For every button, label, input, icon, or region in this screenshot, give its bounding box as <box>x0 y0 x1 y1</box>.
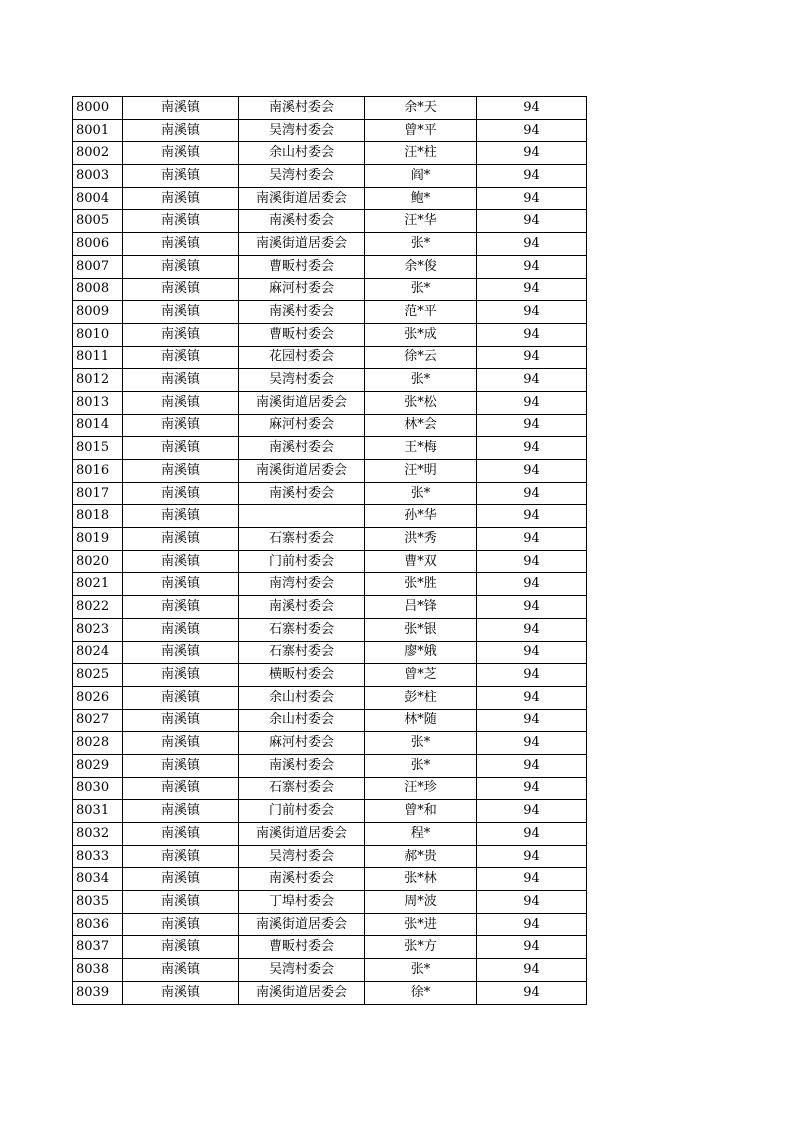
cell-village: 横畈村委会 <box>239 664 365 687</box>
cell-name: 鲍* <box>365 187 477 210</box>
cell-score: 94 <box>477 641 587 664</box>
cell-village: 南溪街道居委会 <box>239 981 365 1004</box>
cell-village: 门前村委会 <box>239 550 365 573</box>
cell-score: 94 <box>477 981 587 1004</box>
cell-id: 8006 <box>73 233 123 256</box>
cell-score: 94 <box>477 437 587 460</box>
cell-village: 花园村委会 <box>239 346 365 369</box>
cell-score: 94 <box>477 732 587 755</box>
cell-score: 94 <box>477 959 587 982</box>
cell-id: 8038 <box>73 959 123 982</box>
cell-village: 南溪街道居委会 <box>239 233 365 256</box>
cell-village: 吴湾村委会 <box>239 369 365 392</box>
table-row <box>73 936 587 959</box>
table-row <box>73 868 587 891</box>
cell-village: 曹畈村委会 <box>239 323 365 346</box>
cell-name: 程* <box>365 823 477 846</box>
cell-id: 8027 <box>73 709 123 732</box>
cell-town: 南溪镇 <box>123 346 239 369</box>
cell-id: 8018 <box>73 505 123 528</box>
cell-score: 94 <box>477 391 587 414</box>
cell-name: 张* <box>365 233 477 256</box>
cell-village: 吴湾村委会 <box>239 845 365 868</box>
table-row <box>73 686 587 709</box>
cell-town: 南溪镇 <box>123 823 239 846</box>
cell-score: 94 <box>477 596 587 619</box>
table-row <box>73 482 587 505</box>
cell-id: 8014 <box>73 414 123 437</box>
cell-id: 8009 <box>73 301 123 324</box>
cell-village: 南溪街道居委会 <box>239 460 365 483</box>
cell-name: 林*随 <box>365 709 477 732</box>
cell-score: 94 <box>477 165 587 188</box>
cell-town: 南溪镇 <box>123 686 239 709</box>
cell-town: 南溪镇 <box>123 255 239 278</box>
table-row <box>73 777 587 800</box>
table-row <box>73 301 587 324</box>
cell-id: 8019 <box>73 528 123 551</box>
cell-score: 94 <box>477 482 587 505</box>
table-row <box>73 845 587 868</box>
cell-score: 94 <box>477 709 587 732</box>
table-row <box>73 165 587 188</box>
cell-name: 汪*明 <box>365 460 477 483</box>
cell-id: 8003 <box>73 165 123 188</box>
cell-score: 94 <box>477 369 587 392</box>
cell-name: 张* <box>365 369 477 392</box>
cell-town: 南溪镇 <box>123 891 239 914</box>
cell-id: 8024 <box>73 641 123 664</box>
cell-name: 曾*和 <box>365 800 477 823</box>
cell-village <box>239 505 365 528</box>
cell-score: 94 <box>477 777 587 800</box>
cell-village: 南溪村委会 <box>239 868 365 891</box>
table-row <box>73 323 587 346</box>
cell-town: 南溪镇 <box>123 573 239 596</box>
cell-score: 94 <box>477 573 587 596</box>
cell-name: 范*平 <box>365 301 477 324</box>
cell-village: 南溪村委会 <box>239 210 365 233</box>
cell-id: 8020 <box>73 550 123 573</box>
cell-id: 8025 <box>73 664 123 687</box>
cell-name: 吕*锋 <box>365 596 477 619</box>
cell-id: 8028 <box>73 732 123 755</box>
cell-score: 94 <box>477 845 587 868</box>
cell-name: 曹*双 <box>365 550 477 573</box>
table-row <box>73 754 587 777</box>
cell-score: 94 <box>477 414 587 437</box>
table-row <box>73 97 587 120</box>
cell-id: 8004 <box>73 187 123 210</box>
cell-town: 南溪镇 <box>123 868 239 891</box>
cell-score: 94 <box>477 936 587 959</box>
cell-village: 南溪街道居委会 <box>239 391 365 414</box>
table-row <box>73 391 587 414</box>
cell-name: 郝*贵 <box>365 845 477 868</box>
cell-id: 8032 <box>73 823 123 846</box>
cell-village: 吴湾村委会 <box>239 119 365 142</box>
table-row <box>73 664 587 687</box>
cell-village: 南溪村委会 <box>239 97 365 120</box>
cell-village: 余山村委会 <box>239 709 365 732</box>
cell-village: 麻河村委会 <box>239 414 365 437</box>
cell-name: 张*进 <box>365 913 477 936</box>
cell-town: 南溪镇 <box>123 142 239 165</box>
table-row <box>73 981 587 1004</box>
cell-id: 8033 <box>73 845 123 868</box>
cell-town: 南溪镇 <box>123 596 239 619</box>
cell-town: 南溪镇 <box>123 777 239 800</box>
table-row <box>73 891 587 914</box>
table-row <box>73 913 587 936</box>
cell-village: 石寨村委会 <box>239 641 365 664</box>
cell-score: 94 <box>477 505 587 528</box>
table-row <box>73 346 587 369</box>
cell-score: 94 <box>477 686 587 709</box>
cell-id: 8036 <box>73 913 123 936</box>
table-row <box>73 187 587 210</box>
cell-town: 南溪镇 <box>123 936 239 959</box>
cell-town: 南溪镇 <box>123 664 239 687</box>
cell-id: 8030 <box>73 777 123 800</box>
table-row <box>73 142 587 165</box>
cell-town: 南溪镇 <box>123 187 239 210</box>
cell-score: 94 <box>477 618 587 641</box>
cell-score: 94 <box>477 210 587 233</box>
cell-name: 孙*华 <box>365 505 477 528</box>
cell-name: 洪*秀 <box>365 528 477 551</box>
cell-town: 南溪镇 <box>123 323 239 346</box>
cell-score: 94 <box>477 97 587 120</box>
cell-score: 94 <box>477 664 587 687</box>
cell-town: 南溪镇 <box>123 119 239 142</box>
table-row <box>73 437 587 460</box>
table-row <box>73 959 587 982</box>
table-row <box>73 596 587 619</box>
table-row <box>73 210 587 233</box>
table-row <box>73 823 587 846</box>
cell-score: 94 <box>477 346 587 369</box>
table-row <box>73 709 587 732</box>
cell-town: 南溪镇 <box>123 754 239 777</box>
cell-name: 张*方 <box>365 936 477 959</box>
data-table <box>72 96 587 1005</box>
cell-id: 8017 <box>73 482 123 505</box>
cell-id: 8022 <box>73 596 123 619</box>
cell-score: 94 <box>477 460 587 483</box>
cell-score: 94 <box>477 255 587 278</box>
cell-id: 8005 <box>73 210 123 233</box>
cell-id: 8012 <box>73 369 123 392</box>
cell-village: 丁埠村委会 <box>239 891 365 914</box>
cell-id: 8010 <box>73 323 123 346</box>
cell-score: 94 <box>477 913 587 936</box>
cell-name: 张* <box>365 754 477 777</box>
cell-village: 南溪村委会 <box>239 437 365 460</box>
cell-village: 南溪街道居委会 <box>239 913 365 936</box>
cell-village: 南湾村委会 <box>239 573 365 596</box>
table-row <box>73 573 587 596</box>
cell-id: 8011 <box>73 346 123 369</box>
cell-village: 余山村委会 <box>239 686 365 709</box>
cell-score: 94 <box>477 323 587 346</box>
cell-name: 彭*柱 <box>365 686 477 709</box>
cell-village: 麻河村委会 <box>239 732 365 755</box>
cell-id: 8034 <box>73 868 123 891</box>
cell-village: 吴湾村委会 <box>239 959 365 982</box>
cell-id: 8001 <box>73 119 123 142</box>
cell-id: 8029 <box>73 754 123 777</box>
cell-village: 麻河村委会 <box>239 278 365 301</box>
cell-name: 廖*娥 <box>365 641 477 664</box>
cell-score: 94 <box>477 528 587 551</box>
cell-id: 8000 <box>73 97 123 120</box>
table-row <box>73 460 587 483</box>
cell-village: 石寨村委会 <box>239 777 365 800</box>
cell-town: 南溪镇 <box>123 391 239 414</box>
cell-village: 南溪村委会 <box>239 301 365 324</box>
cell-name: 曾*芝 <box>365 664 477 687</box>
cell-score: 94 <box>477 868 587 891</box>
cell-village: 石寨村委会 <box>239 618 365 641</box>
cell-score: 94 <box>477 233 587 256</box>
cell-score: 94 <box>477 301 587 324</box>
cell-name: 张*胜 <box>365 573 477 596</box>
cell-name: 汪*珍 <box>365 777 477 800</box>
cell-name: 张*林 <box>365 868 477 891</box>
cell-id: 8031 <box>73 800 123 823</box>
cell-score: 94 <box>477 278 587 301</box>
table-row <box>73 278 587 301</box>
cell-town: 南溪镇 <box>123 550 239 573</box>
cell-town: 南溪镇 <box>123 845 239 868</box>
cell-town: 南溪镇 <box>123 913 239 936</box>
cell-name: 曾*平 <box>365 119 477 142</box>
cell-town: 南溪镇 <box>123 618 239 641</box>
cell-name: 王*梅 <box>365 437 477 460</box>
table-row <box>73 369 587 392</box>
cell-id: 8002 <box>73 142 123 165</box>
table-row <box>73 119 587 142</box>
cell-score: 94 <box>477 142 587 165</box>
cell-score: 94 <box>477 891 587 914</box>
cell-name: 张*银 <box>365 618 477 641</box>
cell-name: 周*波 <box>365 891 477 914</box>
cell-name: 余*俊 <box>365 255 477 278</box>
cell-town: 南溪镇 <box>123 414 239 437</box>
cell-town: 南溪镇 <box>123 482 239 505</box>
cell-name: 林*会 <box>365 414 477 437</box>
cell-town: 南溪镇 <box>123 732 239 755</box>
cell-score: 94 <box>477 754 587 777</box>
cell-town: 南溪镇 <box>123 210 239 233</box>
cell-name: 张* <box>365 959 477 982</box>
cell-id: 8023 <box>73 618 123 641</box>
table-row <box>73 618 587 641</box>
cell-town: 南溪镇 <box>123 641 239 664</box>
cell-town: 南溪镇 <box>123 528 239 551</box>
cell-name: 汪*柱 <box>365 142 477 165</box>
cell-score: 94 <box>477 823 587 846</box>
table-row <box>73 528 587 551</box>
cell-id: 8013 <box>73 391 123 414</box>
cell-town: 南溪镇 <box>123 505 239 528</box>
cell-village: 南溪街道居委会 <box>239 823 365 846</box>
cell-name: 阎* <box>365 165 477 188</box>
cell-town: 南溪镇 <box>123 981 239 1004</box>
table-row <box>73 233 587 256</box>
cell-id: 8039 <box>73 981 123 1004</box>
cell-name: 张*成 <box>365 323 477 346</box>
cell-score: 94 <box>477 550 587 573</box>
cell-name: 徐*云 <box>365 346 477 369</box>
cell-town: 南溪镇 <box>123 278 239 301</box>
table-row <box>73 550 587 573</box>
cell-name: 张*松 <box>365 391 477 414</box>
cell-village: 曹畈村委会 <box>239 255 365 278</box>
table-row <box>73 505 587 528</box>
cell-village: 南溪街道居委会 <box>239 187 365 210</box>
cell-id: 8008 <box>73 278 123 301</box>
cell-town: 南溪镇 <box>123 233 239 256</box>
cell-id: 8026 <box>73 686 123 709</box>
cell-name: 汪*华 <box>365 210 477 233</box>
cell-village: 南溪村委会 <box>239 482 365 505</box>
cell-id: 8035 <box>73 891 123 914</box>
cell-name: 徐* <box>365 981 477 1004</box>
cell-town: 南溪镇 <box>123 165 239 188</box>
table-row <box>73 800 587 823</box>
table-row <box>73 255 587 278</box>
cell-village: 石寨村委会 <box>239 528 365 551</box>
table-row <box>73 414 587 437</box>
cell-name: 余*天 <box>365 97 477 120</box>
cell-town: 南溪镇 <box>123 369 239 392</box>
cell-id: 8037 <box>73 936 123 959</box>
cell-town: 南溪镇 <box>123 301 239 324</box>
table-body <box>73 97 587 1005</box>
cell-town: 南溪镇 <box>123 709 239 732</box>
cell-village: 南溪村委会 <box>239 754 365 777</box>
cell-score: 94 <box>477 187 587 210</box>
table-row <box>73 732 587 755</box>
cell-village: 南溪村委会 <box>239 596 365 619</box>
cell-score: 94 <box>477 119 587 142</box>
cell-village: 吴湾村委会 <box>239 165 365 188</box>
cell-id: 8007 <box>73 255 123 278</box>
cell-town: 南溪镇 <box>123 437 239 460</box>
cell-id: 8016 <box>73 460 123 483</box>
cell-village: 余山村委会 <box>239 142 365 165</box>
cell-village: 曹畈村委会 <box>239 936 365 959</box>
cell-id: 8015 <box>73 437 123 460</box>
cell-town: 南溪镇 <box>123 97 239 120</box>
cell-town: 南溪镇 <box>123 800 239 823</box>
cell-town: 南溪镇 <box>123 959 239 982</box>
cell-name: 张* <box>365 278 477 301</box>
cell-score: 94 <box>477 800 587 823</box>
cell-name: 张* <box>365 732 477 755</box>
cell-town: 南溪镇 <box>123 460 239 483</box>
cell-village: 门前村委会 <box>239 800 365 823</box>
cell-name: 张* <box>365 482 477 505</box>
table-row <box>73 641 587 664</box>
cell-id: 8021 <box>73 573 123 596</box>
